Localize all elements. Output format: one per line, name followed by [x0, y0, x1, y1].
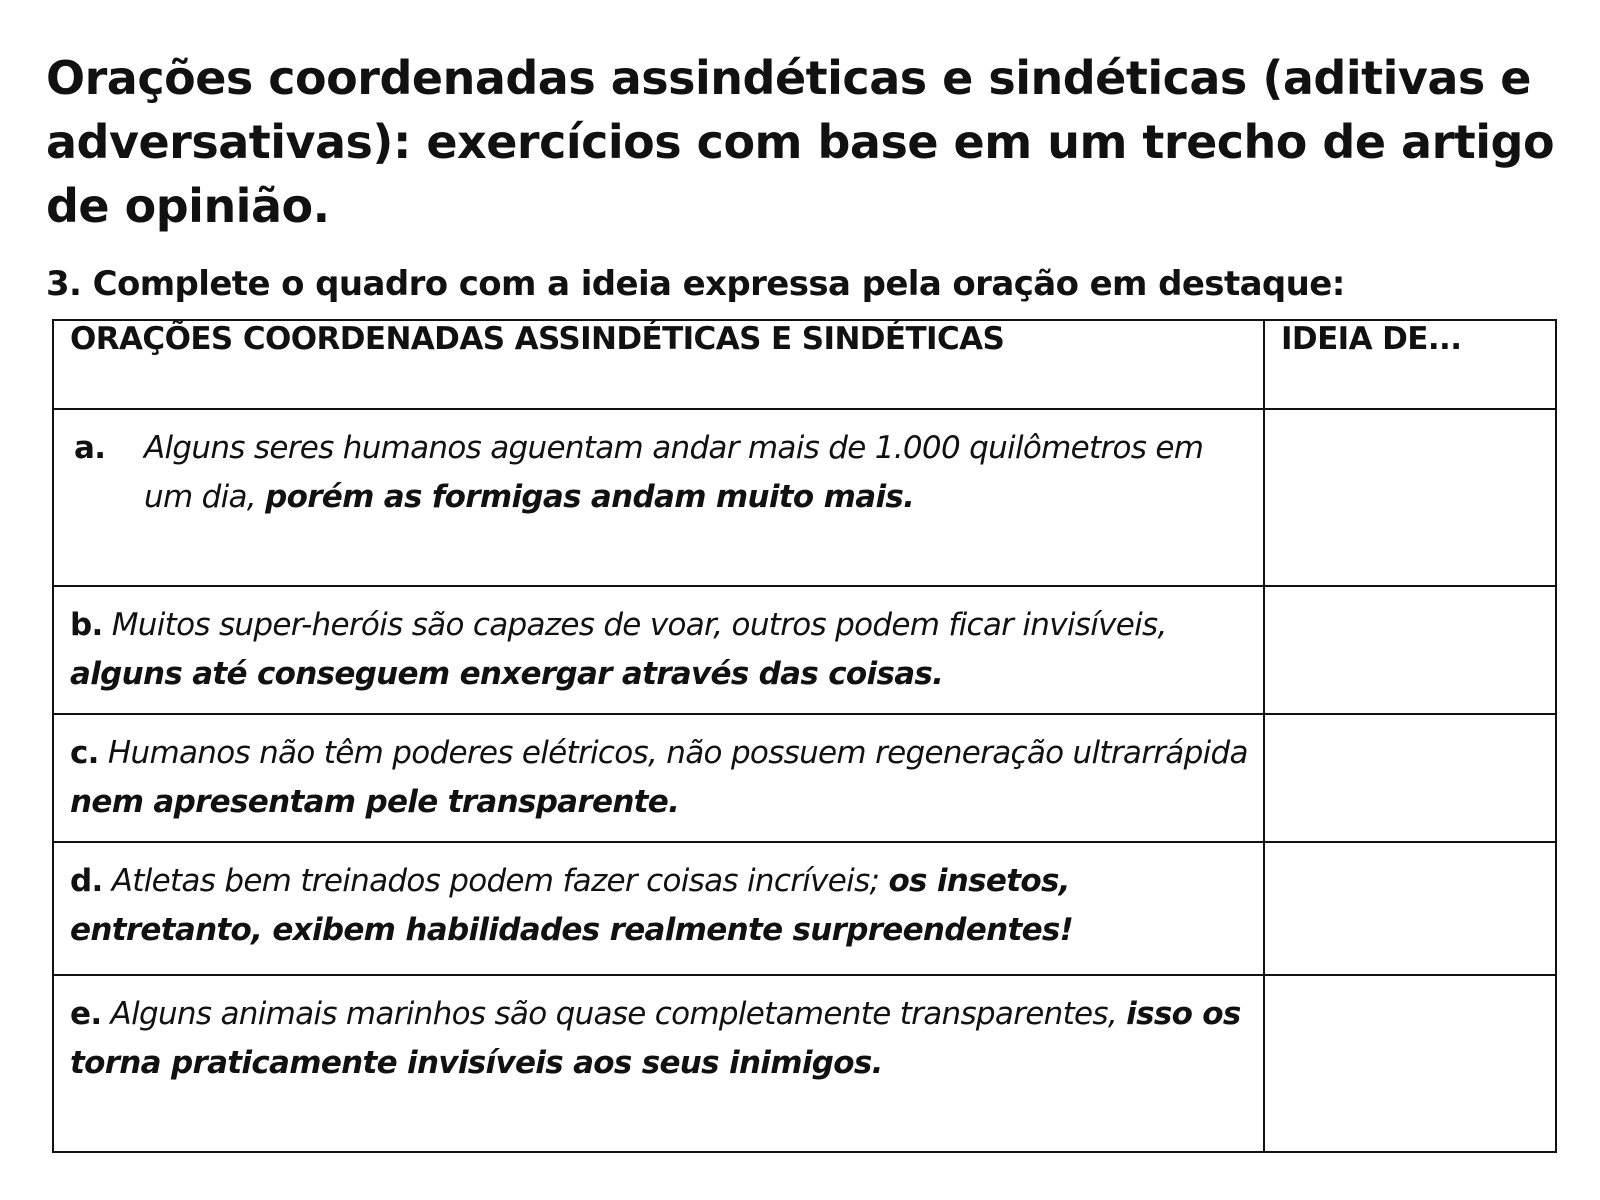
- item-letter: b.: [70, 607, 103, 643]
- sentence-cell-c: [53, 714, 1264, 842]
- sentence-text: Atletas bem treinados podem fazer coisas incríveis;: [102, 863, 889, 899]
- answer-cell-c[interactable]: [1264, 714, 1556, 842]
- item-letter: e.: [70, 996, 102, 1032]
- highlighted-clause: alguns até conseguem enxergar através das coisas.: [70, 656, 944, 692]
- table-row: [53, 975, 1556, 1152]
- page-title: Orações coordenadas assindéticas e sindéticas (aditivas e adversativas): exercícios com base em um trecho de artigo de opinião.: [46, 51, 1555, 233]
- item-letter: d.: [70, 863, 103, 899]
- answer-cell-b[interactable]: [1264, 586, 1556, 714]
- answer-cell-e[interactable]: [1264, 975, 1556, 1152]
- sentence-text: Alguns animais marinhos são quase completamente transparentes,: [101, 996, 1127, 1032]
- sentence-cell-d: [53, 842, 1264, 975]
- exercise-instruction: 3. Complete o quadro com a ideia expressa pela oração em destaque:: [46, 264, 1345, 304]
- highlighted-clause: os insetos, entretanto, exibem habilidades realmente surpreendentes!: [70, 863, 1074, 948]
- sentence-cell-a: [53, 409, 1264, 586]
- highlighted-clause: isso os torna praticamente invisíveis aos seus inimigos.: [70, 996, 1241, 1081]
- sentence-text: Muitos super-heróis são capazes de voar, outros podem ficar invisíveis,: [102, 607, 1167, 643]
- answer-cell-a[interactable]: [1264, 409, 1556, 586]
- highlighted-clause: nem apresentam pele transparente.: [70, 784, 680, 820]
- sentence-cell-e: [53, 975, 1264, 1152]
- exercise-table: [52, 319, 1557, 1153]
- sentence-cell-b: [53, 586, 1264, 714]
- table-row: [53, 586, 1556, 714]
- highlighted-clause: porém as formigas andam muito mais.: [265, 479, 915, 515]
- item-letter: c.: [70, 735, 99, 771]
- table-row: [53, 409, 1556, 586]
- item-letter: a.: [74, 430, 106, 466]
- sentence-text: Humanos não têm poderes elétricos, não possuem regeneração ultrarrápida: [98, 735, 1248, 771]
- header-ideia: IDEIA DE...: [1264, 320, 1556, 409]
- table-row: [53, 842, 1556, 975]
- answer-cell-d[interactable]: [1264, 842, 1556, 975]
- table-row: [53, 714, 1556, 842]
- header-oracoes: ORAÇÕES COORDENADAS ASSINDÉTICAS E SINDÉTICAS: [53, 320, 1264, 409]
- sentence-text: Alguns seres humanos aguentam andar mais de 1.000 quilômetros em um dia,: [144, 430, 1204, 515]
- table-header-row: [53, 320, 1556, 409]
